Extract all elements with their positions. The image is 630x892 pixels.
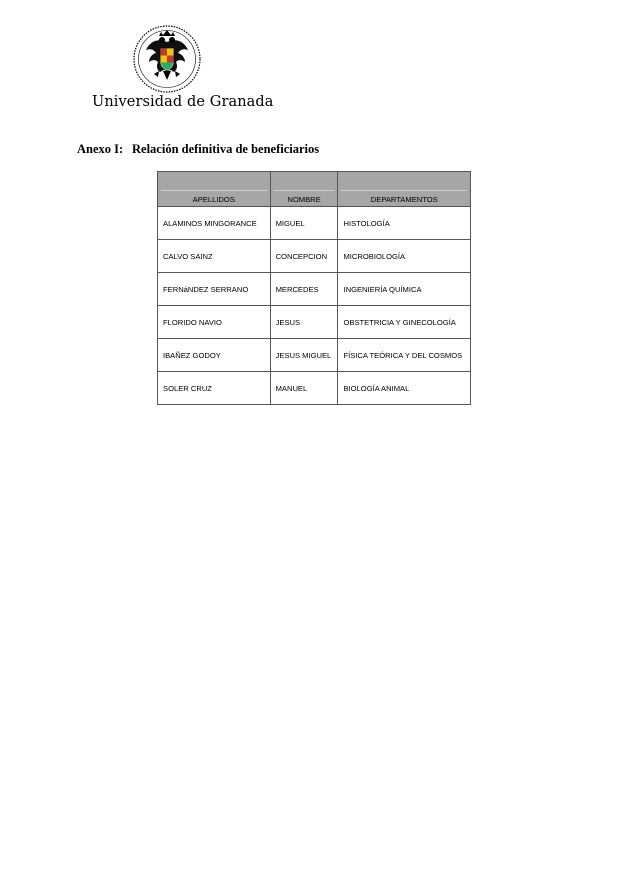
- annex-label: Anexo I:: [77, 142, 124, 156]
- cell-apellidos: SOLER CRUZ: [158, 372, 271, 405]
- table-header-row: [158, 172, 471, 207]
- cell-apellidos: FERNáNDEZ SERRANO: [158, 273, 271, 306]
- cell-apellidos: FLORIDO NAVIO: [158, 306, 271, 339]
- beneficiaries-table: [157, 171, 471, 405]
- cell-departamento: BIOLOGÍA ANIMAL: [338, 372, 471, 405]
- column-header-departamentos: DEPARTAMENTOS: [338, 172, 471, 207]
- column-header-apellidos: APELLIDOS: [158, 172, 271, 207]
- cell-nombre: JESUS: [270, 306, 338, 339]
- table-row: [158, 306, 471, 339]
- cell-apellidos: ALAMINOS MINGORANCE: [158, 207, 271, 240]
- cell-nombre: MIGUEL: [270, 207, 338, 240]
- cell-nombre: MANUEL: [270, 372, 338, 405]
- annex-title-text: Relación definitiva de beneficiarios: [132, 142, 320, 156]
- cell-apellidos: IBAÑEZ GODOY: [158, 339, 271, 372]
- annex-heading: [77, 142, 319, 157]
- table-row: [158, 339, 471, 372]
- cell-departamento: INGENIERÍA QUÍMICA: [338, 273, 471, 306]
- table-row: [158, 207, 471, 240]
- cell-apellidos: CALVO SAINZ: [158, 240, 271, 273]
- column-header-nombre: NOMBRE: [270, 172, 338, 207]
- cell-departamento: OBSTETRICIA Y GINECOLOGÍA: [338, 306, 471, 339]
- table-row: [158, 240, 471, 273]
- cell-nombre: MERCEDES: [270, 273, 338, 306]
- cell-departamento: MICROBIOLOGÍA: [338, 240, 471, 273]
- university-seal-icon: [132, 24, 202, 94]
- cell-nombre: CONCEPCION: [270, 240, 338, 273]
- institution-name: Universidad de Granada: [92, 94, 274, 110]
- cell-departamento: FÍSICA TEÓRICA Y DEL COSMOS: [338, 339, 471, 372]
- table-row: [158, 273, 471, 306]
- cell-departamento: HISTOLOGÍA: [338, 207, 471, 240]
- cell-nombre: JESUS MIGUEL: [270, 339, 338, 372]
- table-row: [158, 372, 471, 405]
